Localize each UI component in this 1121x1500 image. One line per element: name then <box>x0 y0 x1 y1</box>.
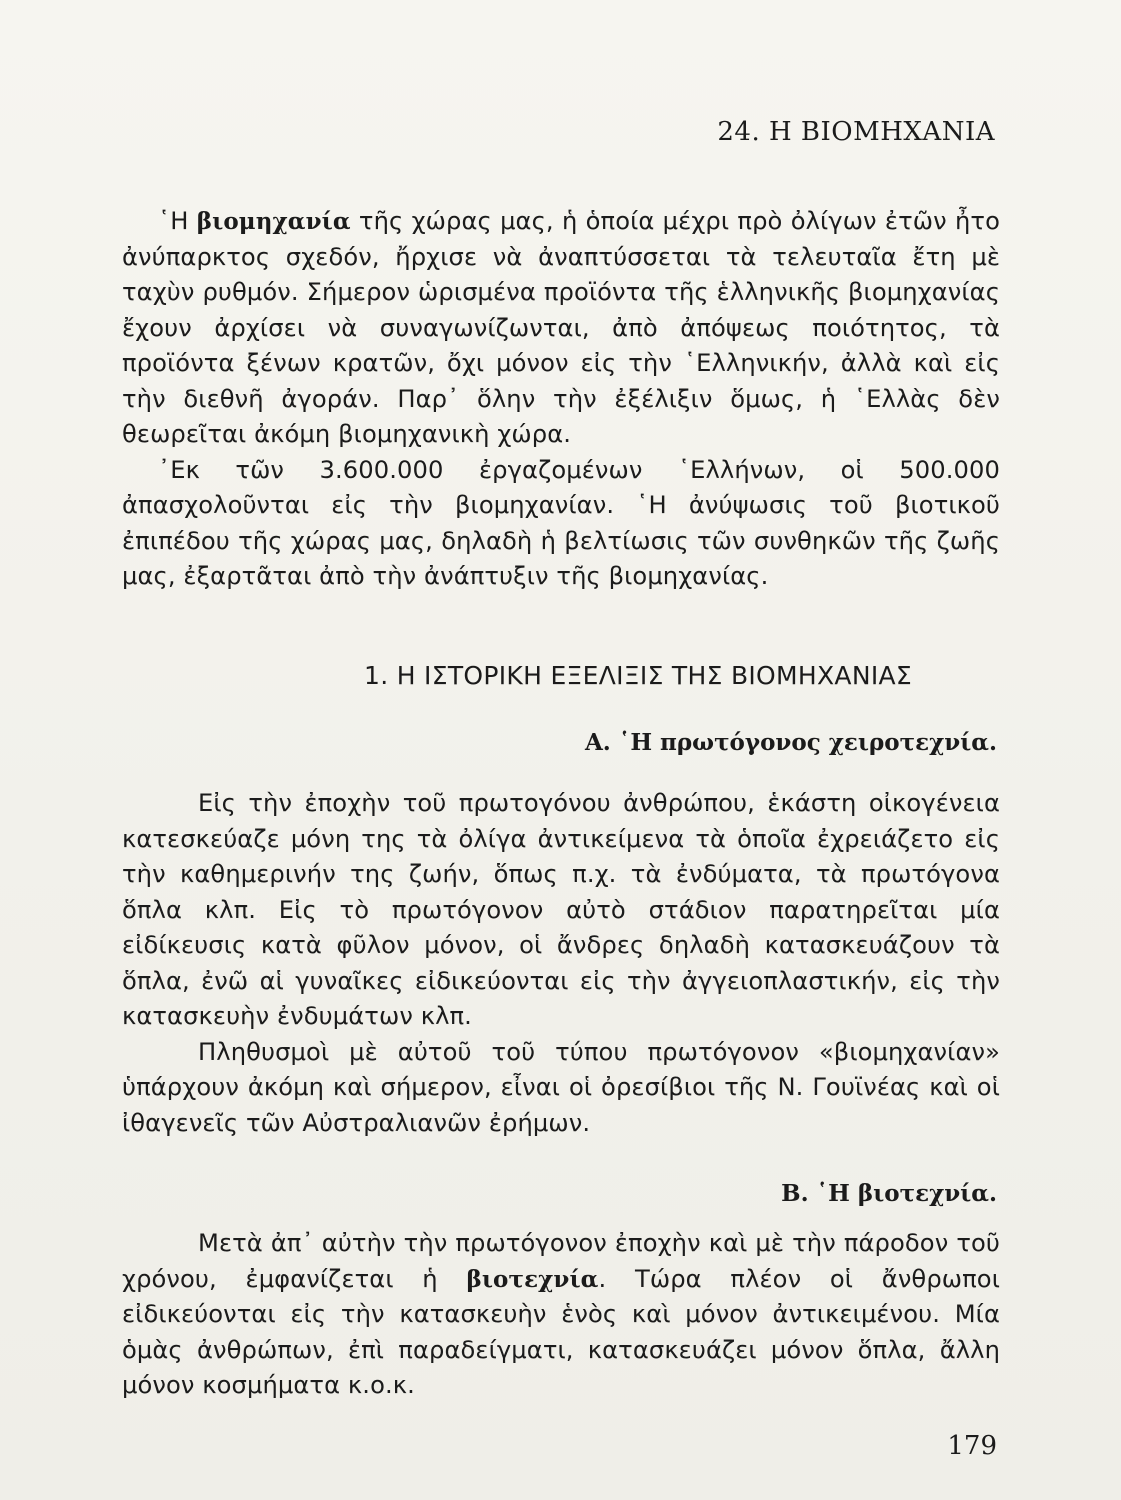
key-term-craft: βιοτεχνία <box>466 1265 599 1293</box>
intro-paragraph-1 <box>122 204 1000 453</box>
subsection-b-paragraph-1 <box>122 1226 1000 1404</box>
subsection-a-paragraph-1: Εἰς τὴν ἐποχὴν τοῦ πρωτογόνου ἀνθρώπου, ἑκάστη οἰκογένεια κατεσκεύαζε μόνη της τὰ ὀλίγα ἀντικείμενα τὰ ὁποῖα ἐχρειάζετο εἰς τὴν καθημερινήν της ζωήν, ὅπως π.χ. τὰ ἐνδύματα, τὰ πρωτόγονα ὅπλα κλπ. Εἰς τὸ πρωτόγονον αὐτὸ στάδιον παρατηρεῖται μία εἰδίκευσις κατὰ φῦλον μόνον, οἱ ἄνδρες δηλαδὴ κατασκευάζουν τὰ ὅπλα, ἐνῶ αἱ γυναῖκες εἰδικεύονται εἰς τὴν ἀγγειοπλαστικήν, εἰς τὴν κατασκευὴν ἐνδυμάτων κλπ. <box>122 789 1000 1030</box>
intro-paragraph-2: ᾿Εκ τῶν 3.600.000 ἐργαζομένων ῾Ελλήνων, οἱ 500.000 ἀπασχολοῦνται εἰς τὴν βιομηχανίαν. ῾Η ἀνύψωσις τοῦ βιοτικοῦ ἐπιπέδου τῆς χώρας μας, δηλαδὴ ἡ βελτίωσις τῶν συνθηκῶν τῆς ζωῆς μας, ἐξαρτᾶται ἀπὸ τὴν ἀνάπτυξιν τῆς βιομηχανίας. <box>122 455 1000 590</box>
intro-paragraph-1-rest: τῆς χώρας μας, ἡ ὁποία μέχρι πρὸ ὀλίγων ἐτῶν ἦτο ἀνύπαρκτος σχεδόν, ἤρχισε νὰ ἀναπτύσσεται τὰ τελευταῖα ἔτη μὲ ταχὺν ρυθμόν. Σήμερον ὡρισμένα προϊόντα τῆς ἑλληνικῆς βιομηχανίας ἔχουν ἀρχίσει νὰ συναγωνίζωνται, ἀπὸ ἀπόψεως ποιότητος, τὰ προϊόντα ξένων κρατῶν, ὄχι μόνον εἰς τὴν ῾Ελληνικήν, ἀλλὰ καὶ εἰς τὴν διεθνῆ ἀγοράν. Παρ᾿ ὅλην τὴν ἐξέλιξιν ὅμως, ἡ ῾Ελλὰς δὲν θεωρεῖται ἀκόμη βιομηχανικὴ χώρα. <box>122 207 1000 448</box>
subsection-b-text <box>122 1226 1000 1404</box>
subsection-a-paragraph-2: Πληθυσμοὶ μὲ αὐτοῦ τοῦ τύπου πρωτόγονον «βιομηχανίαν» ὑπάρχουν ἀκόμη καὶ σήμερον, εἶναι οἱ ὀρεσίβιοι τῆς Ν. Γουϊνέας καὶ οἱ ἰθαγενεῖς τῶν Αὐστραλιανῶν ἐρήμων. <box>122 1037 1000 1137</box>
intro-paragraph-1-lead: ῾Η <box>158 207 197 235</box>
subsection-a-heading: Α. ῾Η πρωτόγονος χειροτεχνία. <box>584 729 997 756</box>
subsection-b-heading: Β. ῾Η βιοτεχνία. <box>781 1180 997 1207</box>
section-heading: 1. Η ΙΣΤΟΡΙΚΗ ΕΞΕΛΙΞΙΣ ΤΗΣ ΒΙΟΜΗΧΑΝΙΑΣ <box>364 661 913 690</box>
subsection-b-paragraph-1-rest: . Τώρα πλέον οἱ ἄνθρωποι εἰδικεύονται εἰς τὴν κατασκευὴν ἑνὸς καὶ μόνον ἀντικειμένου. Μία ὁμὰς ἀνθρώπων, ἐπὶ παραδείγματι, κατασκευάζει μόνον ὅπλα, ἄλλη μόνον κοσμήματα κ.ο.κ. <box>122 1264 1000 1399</box>
chapter-title: 24. Η ΒΙΟΜΗΧΑΝΙΑ <box>717 117 995 147</box>
page-number: 179 <box>947 1431 997 1461</box>
subsection-b-paragraph-1-lead: Μετὰ ἀπ᾿ αὐτὴν τὴν πρωτόγονον ἐποχὴν καὶ μὲ τὴν πάροδον τοῦ χρόνου, ἐμφανίζεται ἡ <box>122 1229 1000 1293</box>
intro-text <box>122 204 1000 595</box>
key-term-industry: βιομηχανία <box>196 208 351 235</box>
subsection-a-text <box>122 786 1000 1141</box>
